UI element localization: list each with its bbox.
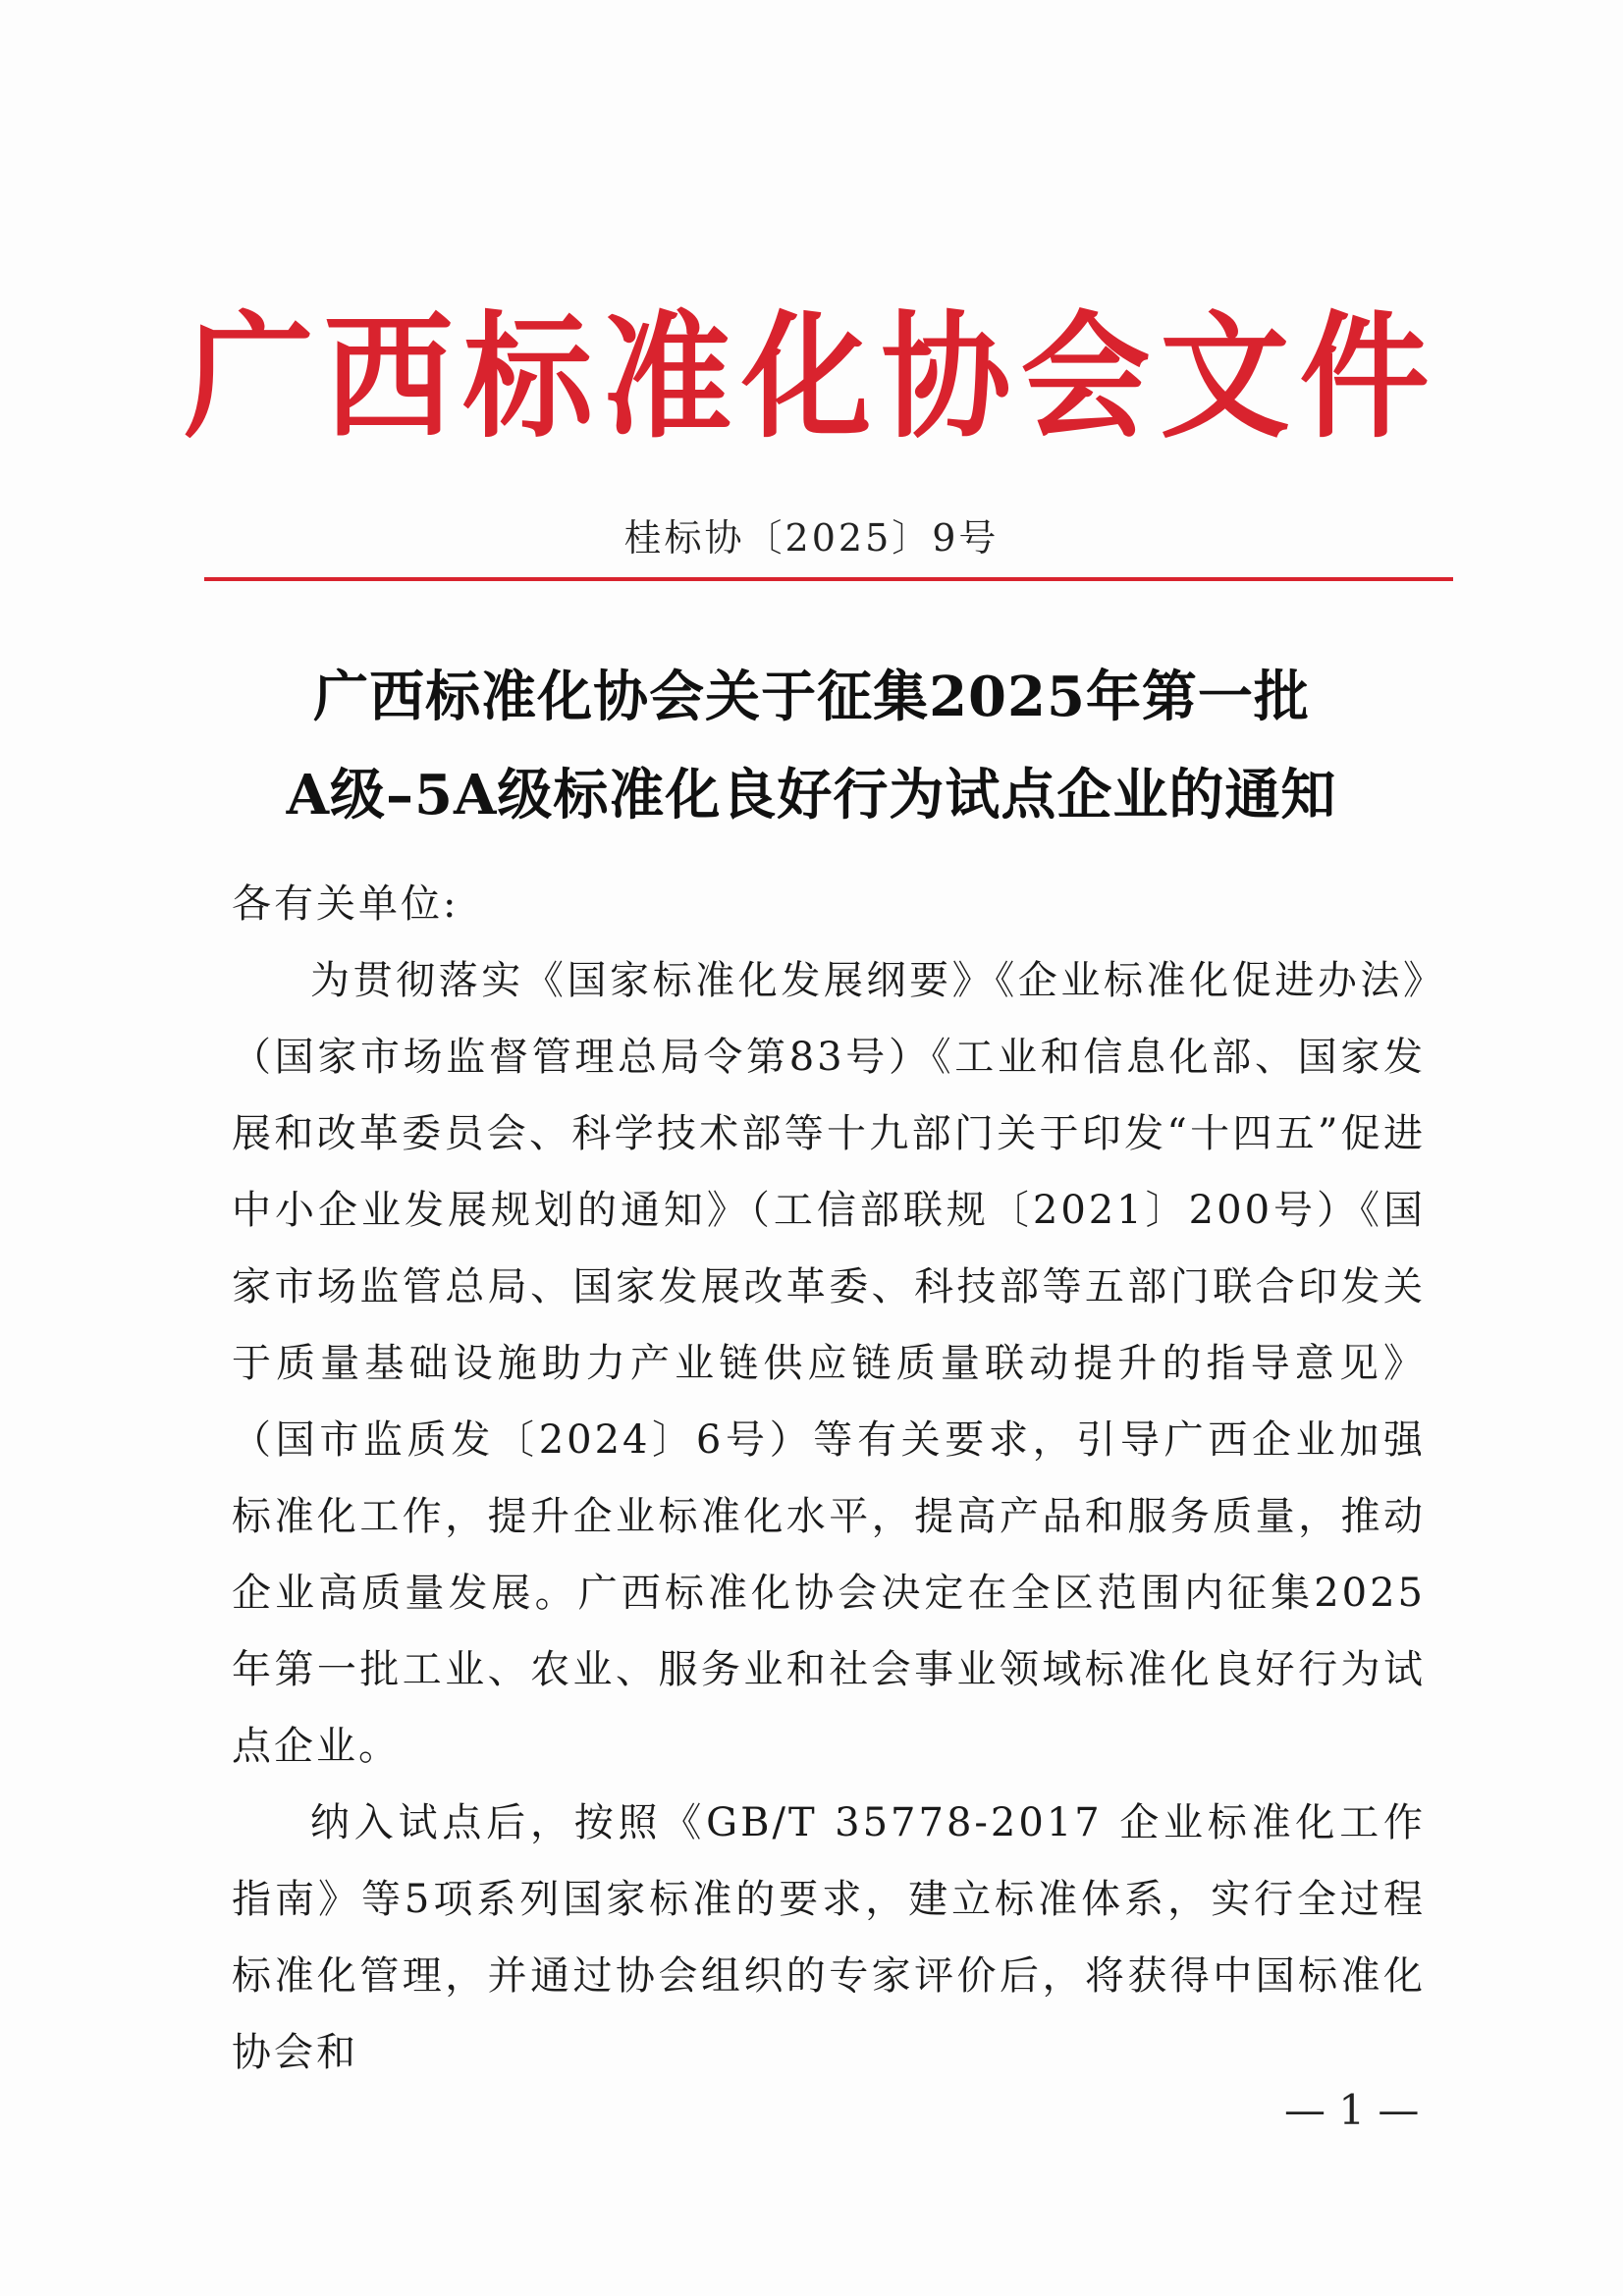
masthead-title: 广西标准化协会文件 xyxy=(184,297,1439,457)
paragraph-2: 纳入试点后，按照《GB/T 35778-2017 企业标准化工作指南》等5项系列国家标准的要求，建立标准体系，实行全过程标准化管理，并通过协会组织的专家评价后，将获得中国标准化协会和 xyxy=(232,1800,1426,2075)
notice-title xyxy=(0,648,1623,844)
red-divider-rule xyxy=(204,577,1453,581)
notice-title-line-1: 广西标准化协会关于征集2025年第一批 xyxy=(313,665,1310,729)
body-text xyxy=(232,866,1426,2091)
page-number: — 1 — xyxy=(1284,2086,1420,2134)
notice-title-line-2: A级–5A级标准化良好行为试点企业的通知 xyxy=(286,763,1337,828)
paragraph-1: 为贯彻落实《国家标准化发展纲要》《企业标准化促进办法》（国家市场监督管理总局令第83号）《工业和信息化部、国家发展和改革委员会、科学技术部等十九部门关于印发“十四五”促进中小企业发展规划的通知》（工信部联规〔2021〕200号）《国家市场监管总局、国家发展改革委、科技部等五部门联合印发关于质量基础设施助力产业链供应链质量联动提升的指导意见》（国市监质发〔2024〕6号）等有关要求，引导广西企业加强标准化工作，提升企业标准化水平，提高产品和服务质量，推动企业高质量发展。广西标准化协会决定在全区范围内征集2025年第一批工业、农业、服务业和社会事业领域标准化良好行为试点企业。 xyxy=(232,958,1426,1769)
salutation: 各有关单位: xyxy=(232,881,460,927)
document-number: 桂标协〔2025〕9号 xyxy=(623,516,1000,560)
